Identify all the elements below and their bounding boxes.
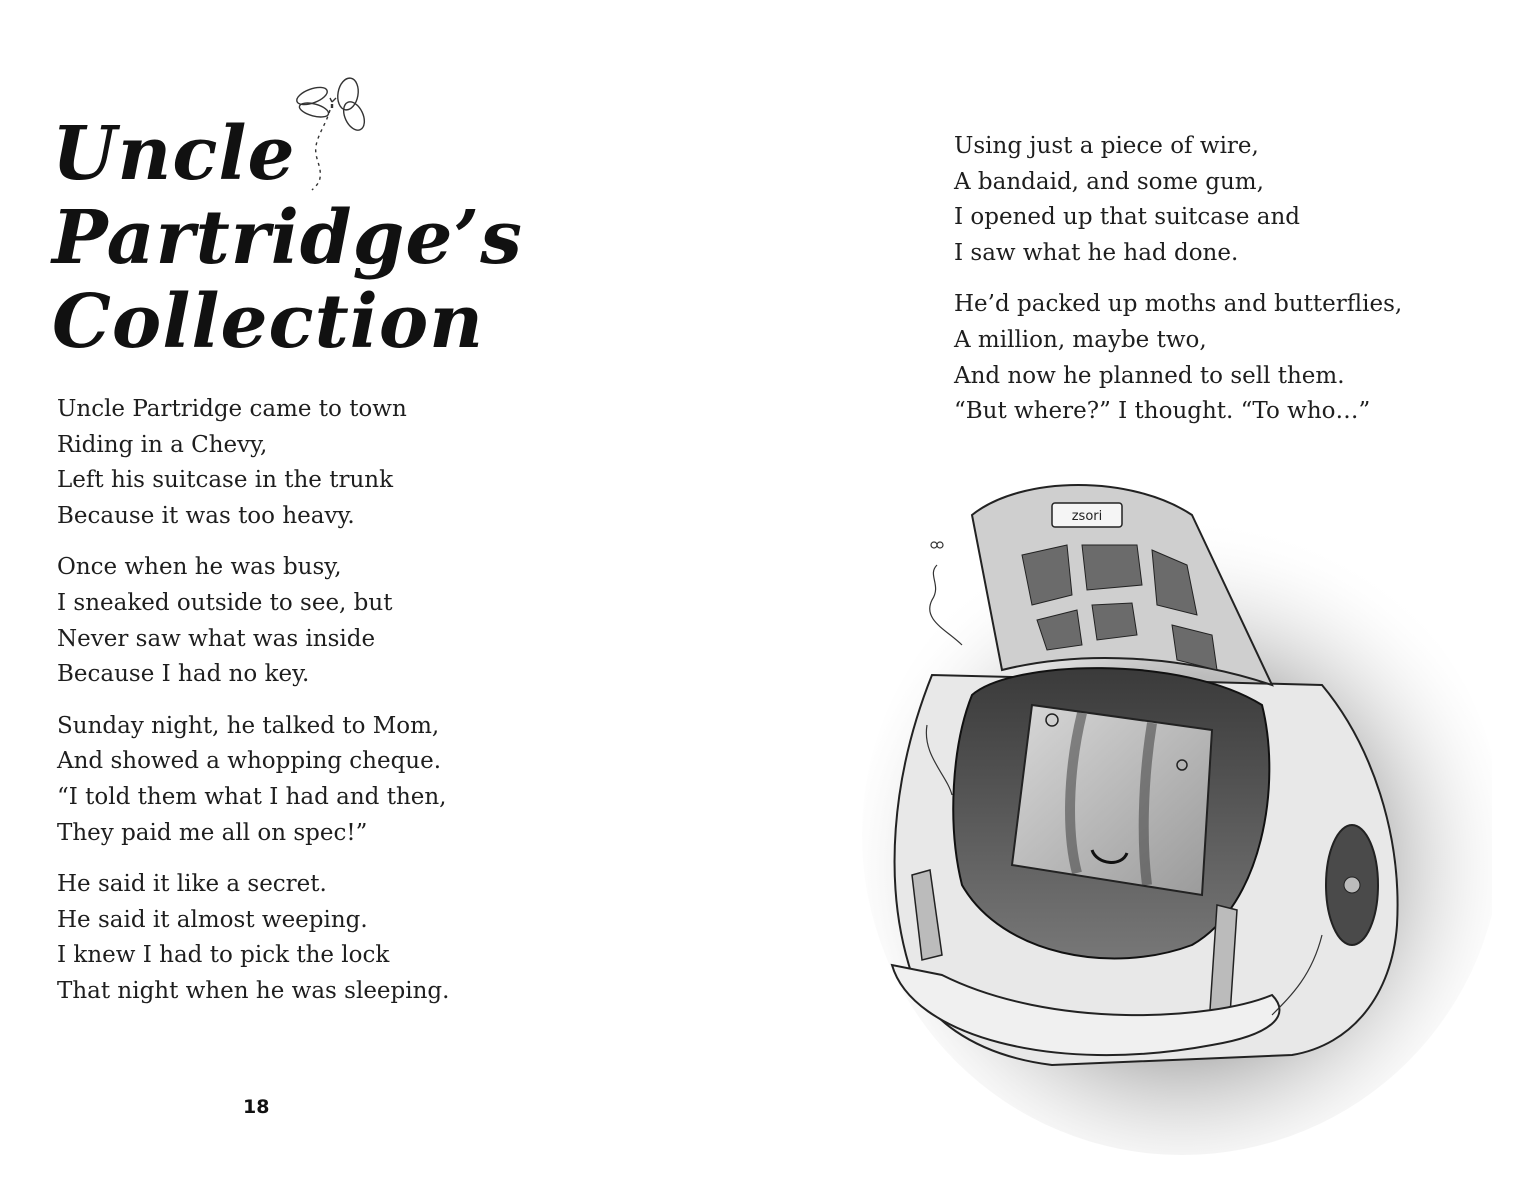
poem-right-column bbox=[954, 129, 1402, 446]
poem-line: Sunday night, he talked to Mom, bbox=[57, 712, 440, 739]
poem-line: He’d packed up moths and butterflies, bbox=[954, 291, 1403, 318]
title-line-1: Uncle bbox=[52, 110, 296, 197]
poem-line: And showed a whopping cheque. bbox=[57, 748, 442, 775]
poem-line: A million, maybe two, bbox=[954, 326, 1207, 353]
poem-line: I sneaked outside to see, but bbox=[57, 589, 393, 616]
poem-line: They paid me all on spec!” bbox=[57, 819, 368, 846]
poem-line: Once when he was busy, bbox=[57, 554, 342, 581]
poem-line: Because it was too heavy. bbox=[57, 502, 355, 529]
page-number: 18 bbox=[243, 1096, 270, 1118]
car-trunk-suitcase-illustration bbox=[852, 455, 1492, 1155]
poem-left-column bbox=[57, 392, 449, 1026]
poem-line: I saw what he had done. bbox=[954, 239, 1239, 266]
poem-line: “But where?” I thought. “To who…” bbox=[954, 398, 1371, 425]
stanza bbox=[57, 392, 449, 534]
poem-line: A bandaid, and some gum, bbox=[954, 168, 1264, 195]
poem-line: Because I had no key. bbox=[57, 661, 310, 688]
poem-line: And now he planned to sell them. bbox=[954, 362, 1345, 389]
poem-line: Uncle Partridge came to town bbox=[57, 396, 407, 422]
stanza bbox=[57, 709, 449, 851]
poem-line: Left his suitcase in the trunk bbox=[57, 467, 394, 494]
poem-line: Never saw what was inside bbox=[57, 625, 376, 652]
stanza bbox=[954, 287, 1402, 429]
poem-title bbox=[52, 110, 523, 365]
poem-line: He said it like a secret. bbox=[57, 871, 327, 898]
right-page bbox=[767, 0, 1534, 1200]
poem-line: He said it almost weeping. bbox=[57, 906, 368, 933]
poem-line: Using just a piece of wire, bbox=[954, 133, 1259, 159]
dragonfly-icon bbox=[292, 74, 372, 194]
poem-line: I opened up that suitcase and bbox=[954, 204, 1300, 231]
poem-line: That night when he was sleeping. bbox=[57, 977, 450, 1004]
poem-line: I knew I had to pick the lock bbox=[57, 942, 390, 969]
stanza bbox=[954, 129, 1402, 271]
stanza bbox=[57, 550, 449, 692]
suitcase bbox=[1012, 705, 1212, 895]
title-line-3: Collection bbox=[52, 278, 485, 365]
poem-line: Riding in a Chevy, bbox=[57, 431, 268, 458]
stanza bbox=[57, 867, 449, 1009]
poem-line: “I told them what I had and then, bbox=[57, 783, 447, 810]
license-plate-text: zsori bbox=[1071, 509, 1103, 524]
title-line-2: Partridge’s bbox=[52, 194, 523, 281]
